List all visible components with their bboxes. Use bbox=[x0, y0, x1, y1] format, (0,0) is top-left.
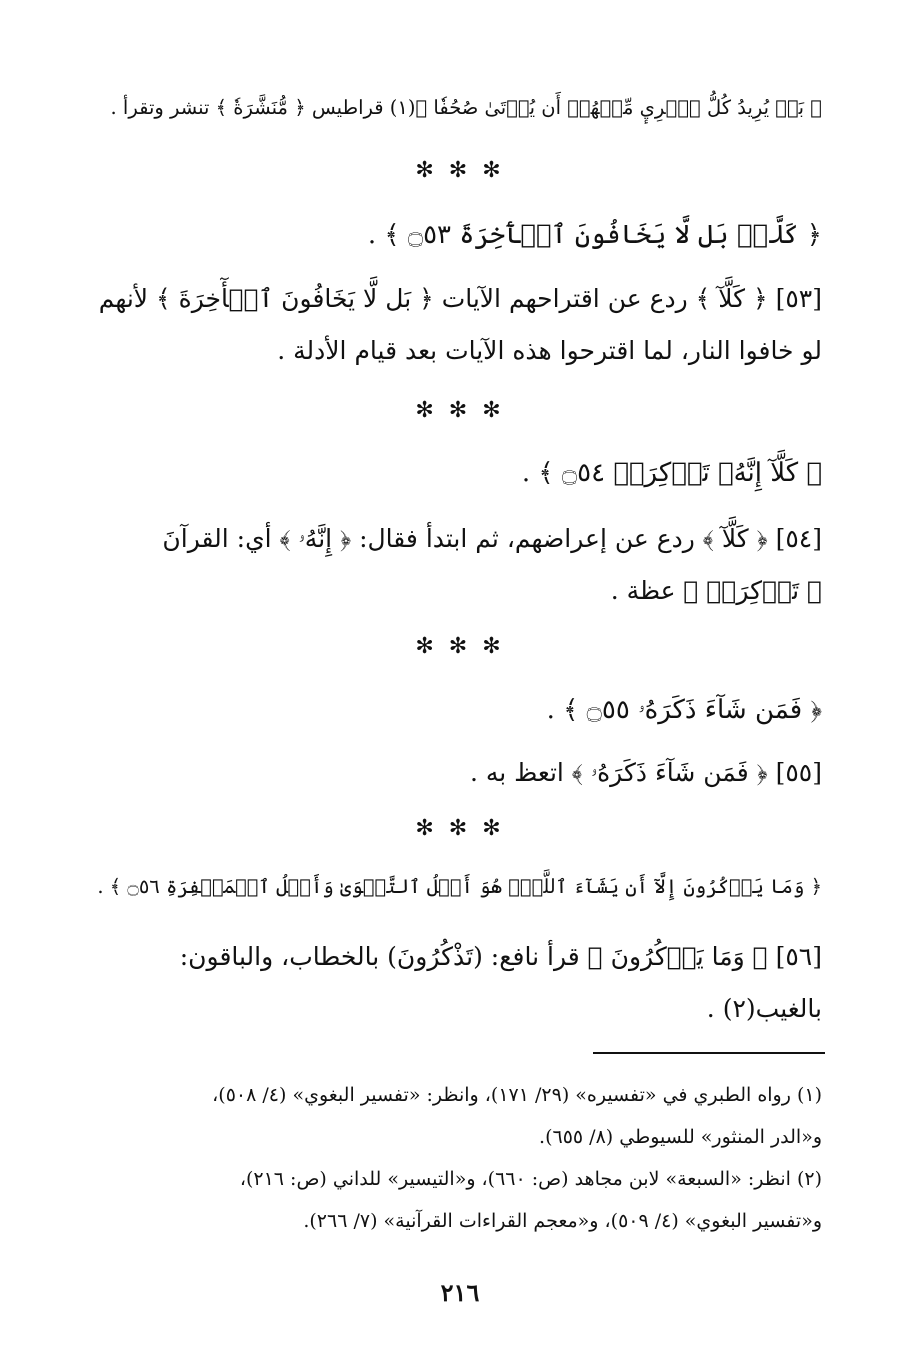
verse-54: ﴿ كَلَّآ إِنَّهُۥ تَذۡكِرَةٞ ۝٥٤ ﴾ . bbox=[521, 458, 822, 488]
commentary-54-line-2: ﴿ تَذۡكِرَةٞ ﴾ عظة . bbox=[610, 576, 822, 605]
verse-55: ﴿ فَمَن شَآءَ ذَكَرَهُۥ ۝٥٥ ﴾ . bbox=[546, 695, 822, 725]
commentary-55: [٥٥] ﴿ فَمَن شَآءَ ذَكَرَهُۥ ﴾ اتعظ به . bbox=[469, 758, 822, 787]
commentary-53-line-1: [٥٣] ﴿ كَلَّآ ﴾ ردع عن اقتراحهم الآيات ﴿ بَل لَّا يَخَافُونَ ٱلۡأٓخِرَةَ ﴾ لأنهم bbox=[98, 284, 822, 313]
verse-53: ﴿ كَلَّاۖ بَل لَّا يَخَافُونَ ٱلۡأٓخِرَةَ ۝٥٣ ﴾ . bbox=[367, 220, 822, 250]
footnote-1-line-2: و«الدر المنثور» للسيوطي (٨/ ٦٥٥). bbox=[539, 1126, 822, 1148]
section-separator: ✻ ✻ ✻ bbox=[415, 816, 505, 841]
commentary-56-line-2: بالغيب(٢) . bbox=[706, 994, 822, 1023]
section-separator: ✻ ✻ ✻ bbox=[415, 398, 505, 423]
section-separator: ✻ ✻ ✻ bbox=[415, 158, 505, 183]
page-number: ٢١٦ bbox=[440, 1278, 480, 1307]
section-separator: ✻ ✻ ✻ bbox=[415, 634, 505, 659]
commentary-54-line-1: [٥٤] ﴿ كَلَّآ ﴾ ردع عن إعراضهم، ثم ابتدأ فقال: ﴿ إِنَّهُۥ ﴾ أي: القرآنَ bbox=[162, 524, 822, 553]
verse-56: ﴿ وَمَا يَذۡكُرُونَ إِلَّآ أَن يَشَآءَ ٱللَّهُۚ هُوَ أَهۡلُ ٱلتَّقۡوَىٰ وَأَهۡلُ ٱلۡمَغۡفِرَةِ ۝٥٦ ﴾ . bbox=[97, 875, 822, 898]
footnote-separator-rule bbox=[593, 1052, 825, 1054]
footnote-2-line-2: و«تفسير البغوي» (٤/ ٥٠٩)، و«معجم القراءات القرآنية» (٧/ ٢٦٦). bbox=[303, 1210, 822, 1232]
verse-52: ﴿ بَلۡ يُرِيدُ كُلُّ ٱمۡرِيٕ مِّنۡهُمۡ أَن يُؤۡتَىٰ صُحُفٗا ﴾(١) قراطيس ﴿ مُّنَشَّرَةٗ ﴾ تنشر وتقرأ . bbox=[110, 96, 822, 119]
footnote-1-line-1: (١) رواه الطبري في «تفسيره» (٢٩/ ١٧١)، وانظر: «تفسير البغوي» (٤/ ٥٠٨)، bbox=[212, 1084, 822, 1106]
commentary-56-line-1: [٥٦] ﴿ وَمَا يَذۡكُرُونَ ﴾ قرأ نافع: (تَذْكُرُونَ) بالخطاب، والباقون: bbox=[179, 942, 822, 971]
footnote-2-line-1: (٢) انظر: «السبعة» لابن مجاهد (ص: ٦٦٠)، و«التيسير» للداني (ص: ٢١٦)، bbox=[239, 1168, 822, 1190]
commentary-53-line-2: لو خافوا النار، لما اقترحوا هذه الآيات بعد قيام الأدلة . bbox=[277, 336, 822, 365]
